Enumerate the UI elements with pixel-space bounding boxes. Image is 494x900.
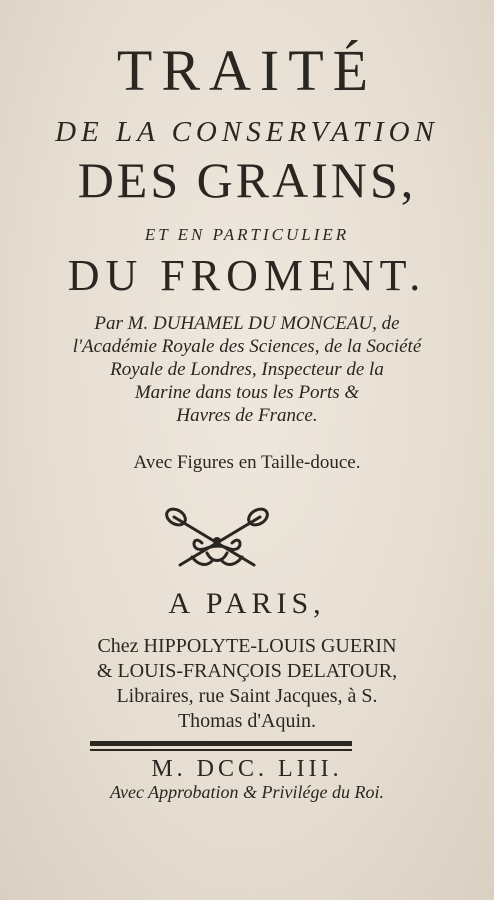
crossed-trumpets-ornament-icon	[162, 505, 272, 575]
publisher-block	[0, 634, 494, 734]
title-line-particulier: ET EN PARTICULIER	[144, 225, 350, 244]
publisher-line: & LOUIS-FRANÇOIS DELATOUR,	[96, 660, 398, 682]
double-rule-thick	[90, 741, 352, 746]
title-line-grains: DES GRAINS,	[77, 152, 417, 208]
publisher-line: Libraires, rue Saint Jacques, à S.	[116, 685, 378, 707]
author-line: Marine dans tous les Ports &	[134, 382, 360, 403]
publisher-line: Chez HIPPOLYTE-LOUIS GUERIN	[97, 635, 397, 657]
title-line-traite: TRAITÉ	[116, 38, 378, 103]
title-line-froment: DU FROMENT.	[67, 251, 427, 300]
approbation-line: Avec Approbation & Privilége du Roi.	[110, 782, 384, 802]
author-block	[0, 312, 494, 427]
publisher-line: Thomas d'Aquin.	[177, 710, 317, 732]
imprint-year: M. DCC. LIII.	[151, 756, 343, 782]
figures-note: Avec Figures en Taille-douce.	[133, 452, 361, 473]
author-line: Royale de Londres, Inspecteur de la	[110, 359, 384, 380]
author-line: Havres de France.	[176, 405, 318, 426]
imprint-place: A PARIS,	[168, 587, 326, 620]
author-line: Par M. DUHAMEL DU MONCEAU, de	[94, 313, 400, 334]
author-line: l'Académie Royale des Sciences, de la Société	[72, 336, 422, 357]
double-rule-thin	[90, 749, 352, 751]
title-line-conservation: DE LA CONSERVATION	[55, 116, 439, 148]
